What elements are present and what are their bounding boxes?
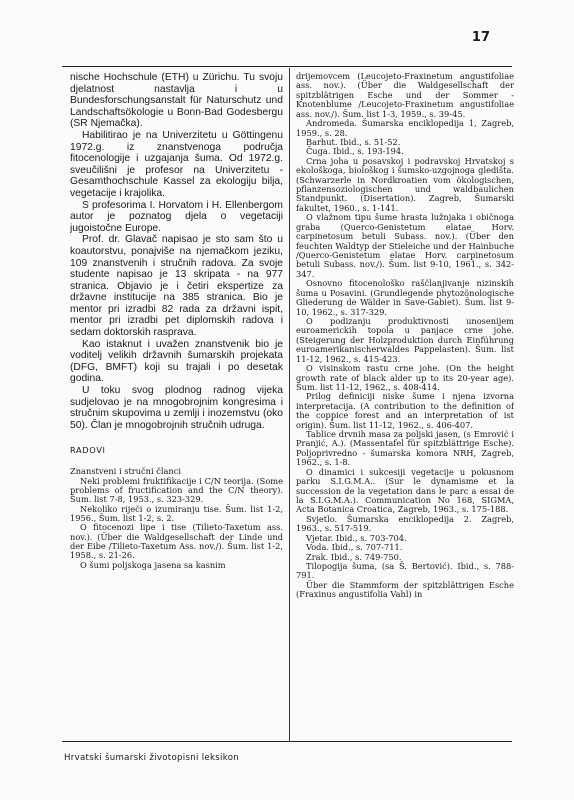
bibliography-entry: Barhut. Ibid., s. 51-52. xyxy=(306,136,401,147)
right-column xyxy=(296,72,514,600)
bibliography-entry: Prilog definiciji niske šume i njena izvorna interpretacija. (A contribution to the definition of the coppice forest and an interpretation of ist origin). Šum. list 11-12, 1962., s. 406-407. xyxy=(296,391,514,430)
bibliography-entry: O dinamici i sukcesiji vegetacije u pokusnom parku S.I.G.M.A.. (Sur le dynamisme et la succession de la vegetation dans le parc a essai de la S.I.G.M.A.). Communication No 168, SIGMA, Acta Botanica Croatica, Zagreb, 1963., s. 175-188. xyxy=(296,466,514,515)
bibliography-entry: Zrak. Ibid., s. 749-750. xyxy=(306,551,402,562)
bibliography-entry: Vjetar. Ibid., s. 703-704. xyxy=(306,532,407,543)
subheading-articles: Znanstveni i stručni članci xyxy=(70,466,181,477)
bibliography-entry: O podizanju produktivnosti unosenijem euroamerickih topola u panjace crne johe. (Steigerung der Holzproduktion durch Einführung euroamerikanischerwaldes Pappelasten). Šum. list 11-12, 1962., s. 415-423. xyxy=(296,315,514,364)
column-divider xyxy=(289,68,290,741)
biography-paragraph: U toku svog plodnog radnog vijeka sudjelovao je na mnogobrojnim kongresima i stručnim skupovima u zemlji i inozemstvu (oko 50). Član je mnogobrojnih stručnih udruga. xyxy=(70,385,283,431)
header-rule xyxy=(62,66,512,67)
bibliography-entry: Tablice drvnih masa za poljski jasen, (s Emrović i Pranjić, A.). (Massentafel für spitzblättrige Esche). Poljoprivredno - šumarska komora NRH, Zagreb, 1962., s. 1-8. xyxy=(296,429,514,468)
bibliography-entry: Osnovno fitocenološko raščlanjivanje nizinskih šuma u Posavini. (Grundlegende phytozönologische Gliederung de Wälder in Save-Gabiet). Šum. list 9-10, 1962., s. 317-329. xyxy=(296,278,514,317)
bibliography-entry: O visinskom rastu crne johe. (On the height growth rate of black alder up to its 20-year age). Šum. list 11-12, 1962., s. 408-414. xyxy=(296,363,514,392)
biography-paragraph: Prof. dr. Glavač napisao je sto sam što u koautorstvu, ponajviše na njemačkom jeziku, 109 znanstvenih i stručnih radova. Za svoje studente napisao je 13 skripata - na 977 stranica. Objavio je i četiri ekspertize za državne institucije na 385 stranica. Bio je mentor pri izradbi 82 rada za državni ispit, mentor pri izradbi pet diplomskih radova i sedam doktorskih rasprava. xyxy=(70,234,283,339)
bibliography-entry: Über die Stammform der spitzblättrigen Esche (Fraxinus angustifolia Vahl) in xyxy=(296,579,514,600)
biography-paragraph: Kao istaknut i uvažen znanstvenik bio je voditelj velikih državnih šumarskih projekata (DFG, BMFT) koji su trajali i po desetak godina. xyxy=(70,338,283,385)
bibliography-entry: O fitocenozi lipe i tise (Tilieto-Taxetum ass. nov.). (Über die Waldgesellschaft der Linde und der Eibe /Tilieto-Taxetum Ass. nov./). Šum. list 1-2, 1958., s. 21-26. xyxy=(70,522,283,561)
left-column xyxy=(70,72,283,570)
bibliography-entry: Tilopogija šuma, (sa Š. Bertović). Ibid., s. 788-791. xyxy=(296,560,514,581)
bibliography-entry: Svjetlo. Šumarska enciklopedija 2. Zagreb, 1963., s. 517-519. xyxy=(296,513,514,534)
bibliography-entry: O šumi poljskoga jasena sa kasnim xyxy=(80,559,226,570)
bibliography-entry: Andromeda. Šumarska enciklopedija 1, Zagreb, 1959., s. 28. xyxy=(296,118,514,138)
biography-paragraph: Habilitirao je na Univerzitetu u Göttingenu 1972.g. iz znanstvenoga područja fitocenologije i uzgajanja šuma. Od 1972.g. sveučilišni je profesor na Univerzitetu - Gesamthochschule Kassel za ekologiju bilja, vegetacije i krajolika. xyxy=(70,129,283,199)
bibliography-entry: Neki problemi fruktifikacije i C/N teorija. (Some problems of fructification and the C/N theory). Šum. list 7-8, 1953., s. 323-329. xyxy=(70,475,283,505)
biography-paragraph: S profesorima I. Horvatom i H. Ellenbergom autor je poznatog djela o vegetaciji jugoistočne Europe. xyxy=(70,199,283,234)
footer-rule xyxy=(62,741,512,742)
bibliography-entry: O vlažnom tipu šume hrasta lužnjaka i običnoga graba (Querco-Genistetum elatae Horv. carpinetosum betuli Subass. nov.). (Über den feuchten Waldtyp der Stieleiche und der Hainbuche /Querco-Genistetum elatae Horv. carpinetosum betuli Subass. nov./). Šum. list 9-10, 1961., s. 342- 347. xyxy=(296,212,514,279)
bibliography-entry: Voda. Ibid., s. 707-711. xyxy=(306,542,403,553)
bibliography-entry: Čuga. Ibid., s. 193-194. xyxy=(306,146,404,157)
page-number: 17 xyxy=(471,30,490,45)
footer-title: Hrvatski šumarski životopisni leksikon xyxy=(64,753,240,763)
bibliography-entry: Crna joha u posavskoj i podravskoj Hrvatskoj s ekološkoga, biološkog i šumsko-uzgojnoga gledišta. (Schwarzerle in Nordkroatien vom ökologischen, pflanzensoziologischen und waldbaulichen Standpunkt. (Disertation). Zagreb, Šumarski fakultet, 1960., s. 1-141. xyxy=(296,155,514,213)
biography-paragraph: nische Hochschule (ETH) u Zürichu. Tu svoju djelatnost nastavlja i u Bundesforschungsanstalt für Naturschutz und Landschaftsökologie u Bonn-Bad Godesbergu (SR Njemačka). xyxy=(70,72,283,130)
bibliography-entry: drijemovcem (Leucojeto-Fraxinetum angustifoliae ass. nov.). (Über die Waldgesellschaft der spitzblätrigen Esche und der Sommer - Knotenblume /Leucojeto-Fraxinetum angustifoliae ass. nov./). Šum. list 1-3, 1959., s. 39-45. xyxy=(296,72,514,119)
section-heading-radovi: RADOVI xyxy=(70,445,106,456)
bibliography-entry: Nekoliko riječi o izumiranju tise. Šum. list 1-2, 1956., Šum. list 1-2, s. 2. xyxy=(70,503,283,524)
